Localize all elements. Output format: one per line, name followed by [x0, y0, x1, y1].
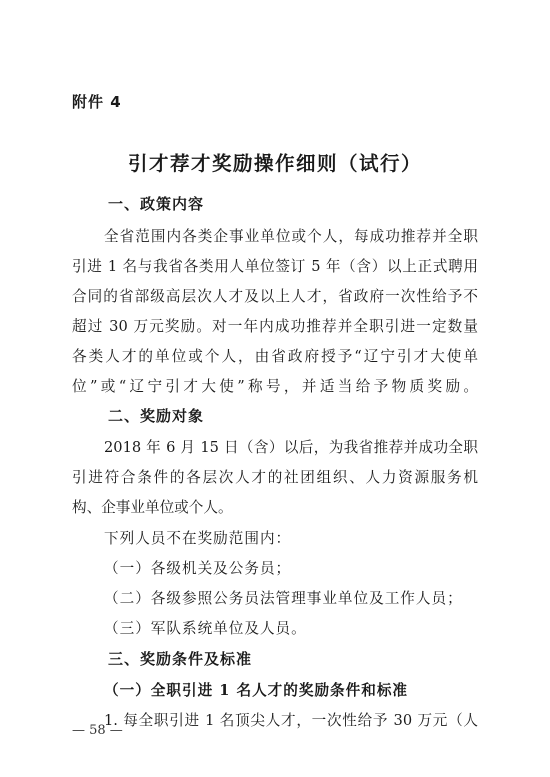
paragraph-line: 超过 30 万元奖励。对一年内成功推荐并全职引进一定数量 — [72, 318, 478, 335]
exclusion-item: （三）军队系统单位及人员。 — [104, 620, 307, 637]
paragraph-line: 全省范围内各类企事业单位或个人，每成功推荐并全职 — [104, 228, 478, 245]
paragraph-line: 合同的省部级高层次人才及以上人才，省政府一次性给予不 — [72, 288, 478, 305]
attachment-label: 附件 4 — [72, 93, 122, 111]
paragraph-line: 引进 1 名与我省各类用人单位签订 5 年（含）以上正式聘用 — [72, 258, 478, 275]
paragraph-line: 引进符合条件的各层次人才的社团组织、人力资源服务机 — [72, 469, 478, 486]
section-2-heading: 二、奖励对象 — [108, 407, 205, 425]
document-title: 引才荐才奖励操作细则（试行） — [127, 152, 422, 175]
exclusion-item: （一）各级机关及公务员； — [104, 560, 292, 577]
section-3-heading: 三、奖励条件及标准 — [108, 650, 253, 668]
paragraph-line: 构、企事业单位或个人。 — [72, 499, 233, 516]
exclusion-intro: 下列人员不在奖励范围内： — [104, 530, 292, 547]
paragraph-line: 位”或“辽宁引才大使”称号，并适当给予物质奖励。 — [72, 378, 478, 395]
section-1-heading: 一、政策内容 — [108, 195, 205, 213]
paragraph-line: 2018 年 6 月 15 日（含）以后，为我省推荐并成功全职 — [104, 439, 478, 456]
paragraph-line: 各类人才的单位或个人，由省政府授予“辽宁引才大使单 — [72, 348, 478, 365]
paragraph-line: 1. 每全职引进 1 名顶尖人才，一次性给予 30 万元（人 — [104, 712, 478, 729]
page-number: — 58 — — [72, 723, 123, 738]
exclusion-item: （二）各级参照公务员法管理事业单位及工作人员； — [104, 590, 463, 607]
section-3-subheading: （一）全职引进 1 名人才的奖励条件和标准 — [104, 682, 409, 699]
